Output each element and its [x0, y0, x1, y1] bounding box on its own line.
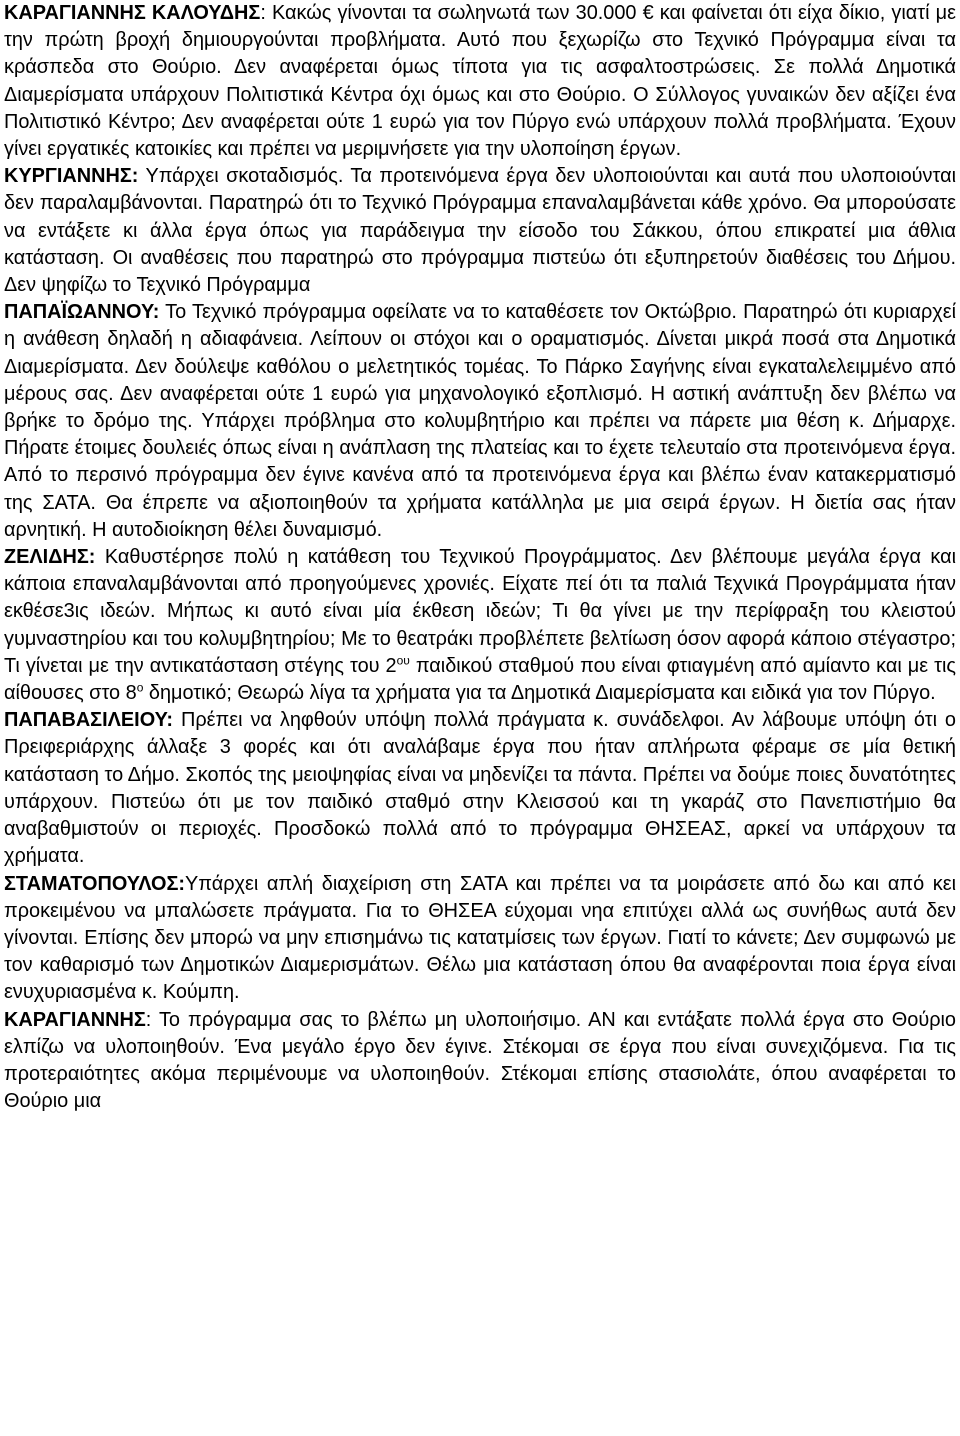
speech-paragraph [4, 299, 956, 544]
speech-paragraph [4, 544, 956, 707]
speech-text: Πρέπει να ληφθούν υπόψη πολλά πράγματα κ. συνάδελφοι. Αν λάβουμε υπόψη ότι ο Πρειφεριάρχης άλλαξε 3 φορές και ότι αναλάβαμε έργα που ήταν απλήρωτα φέραμε σε μία θετική κατάσταση το Δήμο. Σκοπός της μειοψηφίας είναι να μηδενίζει τα πάντα. Πρέπει να δούμε ποιες δυνατότητες υπάρχουν. Πιστεύω ότι με τον παιδικό σταθμό στην Κλεισσού και τη γκαράζ στο Πανεπιστήμιο θα αναβαθμιστούν οι περιοχές. Προσδοκώ πολλά από το πρόγραμμα ΘΗΣΕΑΣ, αρκεί να υπάρχουν τα χρήματα. [4, 709, 956, 868]
speech-text: παιδικού σταθμού που είναι φτιαγμένη από αμίαντο και με τις αίθουσες στο 8 [4, 654, 956, 705]
speaker-name: ΠΑΠΑΪΩΑΝΝΟΥ: [4, 301, 160, 324]
speech-text: Καθυστέρησε πολύ η κατάθεση του Τεχνικού Προγράμματος. Δεν βλέπουμε μεγάλα έργα και κάποια επαναλαμβάνονται από προηγούμενες χρονιές. Είχατε πεί ότι τα παλιά Τεχνικά Προγράμματα ήταν εκθέσε3ις ιδεών. Μήπως κι αυτό είναι μία έκθεση ιδεών; Τι θα γίνει με την περίφραξη του κλειστού γυμναστηρίου και του κολυμβητηρίου; Με το θεατράκι προβλέπετε βελτίωση όσον αφορά κάποιο στέγαστρο; Τι γίνεται με την αντικατάσταση στέγης του 2 [4, 546, 956, 677]
speaker-name: ΚΥΡΓΙΑΝΝΗΣ: [4, 165, 139, 188]
speech-paragraph [4, 871, 956, 1007]
speaker-name: ΚΑΡΑΓΙΑΝΝΗΣ ΚΑΛΟΥΔΗΣ [4, 2, 261, 24]
speaker-separator: : [145, 1008, 159, 1031]
speech-text: δημοτικό; Θεωρώ λίγα τα χρήματα για τα Δημοτικά Διαμερίσματα και ειδικά για τον Πύργο. [143, 682, 936, 705]
speech-paragraph [4, 1007, 956, 1116]
speaker-name: ΚΑΡΑΓΙΑΝΝΗΣ [4, 1008, 146, 1031]
speech-text: Το Τεχνικό πρόγραμμα οφείλατε να το καταθέσετε τον Οκτώβριο. Παρατηρώ ότι κυριαρχεί η ανάθεση δηλαδή η αδιαφάνεια. Λείπουν οι στόχοι και ο οραματισμός. Δίνεται μικρά ποσά στα Δημοτικά Διαμερίσματα. Δεν δούλεψε καθόλου ο μελετητικός τομέας. Το Πάρκο Σαγήνης είναι εγκαταλελειμμένο από μέρους σας. Δεν αναφέρεται ούτε 1 ευρώ για μηχανολογικό εξοπλισμό. Η αστική ανάπτυξη δεν βλέπω να βρήκε το δρόμο της. Υπάρχει πρόβλημα στο κολυμβητήριο και πρέπει να πάρετε μια θέση κ. Δήμαρχε. Πήρατε έτοιμες δουλειές όπως είναι η ανάπλαση της πλατείας και το έχετε τελευταίο στα προτεινόμενα έργα. Από το περσινό πρόγραμμα δεν έγινε κανένα από τα προτεινόμενα έργα και βλέπω έναν κατακερματισμό της ΣΑΤΑ. Θα έπρεπε να αξιοποιηθούν τα χρήματα κατάλληλα με μια σειρά έργων. Η διετία σας ήταν αρνητική. Η αυτοδιοίκηση θέλει δυναμισμό. [4, 301, 957, 541]
speaker-separator: : [260, 2, 272, 24]
ordinal-superscript: ου [396, 653, 410, 668]
speech-paragraph [4, 0, 956, 163]
speaker-name: ΠΑΠΑΒΑΣΙΛΕΙΟΥ: [4, 709, 174, 732]
speech-text: Υπάρχει σκοταδισμός. Τα προτεινόμενα έργα δεν υλοποιούνται και αυτά που υλοποιούνται δεν παραλαμβάνονται. Παρατηρώ ότι το Τεχνικό Πρόγραμμα επαναλαμβάνεται κάθε χρόνο. Θα μπορούσατε να εντάξετε κι άλλα έργα όπως για παράδειγμα την είσοδο του Σάκκου, όπου επικρατεί μια άθλια κατάσταση. Οι αναθέσεις που παρατηρώ στο πρόγραμμα πιστεύω ότι εξυπηρετούν διαθέσεις του Δήμου. Δεν ψηφίζω το Τεχνικό Πρόγραμμα [4, 165, 956, 297]
speaker-name: ΣΤΑΜΑΤΟΠΟΥΛΟΣ: [4, 872, 186, 895]
speaker-separator [173, 709, 181, 731]
speech-text: Κακώς γίνονται τα σωληνωτά των 30.000 € και φαίνεται ότι είχα δίκιο, γιατί με την πρώτη βροχή δημιουργούνται προβλήματα. Αυτό που ξεχωρίζω στο Τεχνικό Πρόγραμμα είναι τα κράσπεδα στο Θούριο. Δεν αναφέρεται όμως τίποτα για τις ασφαλτοστρώσεις. Σε πολλά Δημοτικά Διαμερίσματα υπάρχουν Πολιτιστικά Κέντρα όχι όμως και στο Θούριο. Ο Σύλλογος γυναικών δεν αξίζει ένα Πολιτιστικό Κέντρο; Δεν αναφέρεται ούτε 1 ευρώ για τον Πύργο ενώ υπάρχουν πολλά προβλήματα. Έχουν γίνει εργατικές κατοικίες και πρέπει να μεριμνήσετε για την υλοποίηση έργων. [4, 2, 956, 161]
speech-paragraph [4, 707, 956, 870]
speaker-name: ΖΕΛΙΔΗΣ: [4, 546, 96, 569]
speech-paragraph [4, 163, 956, 299]
ordinal-superscript: ο [136, 680, 144, 695]
speech-text: Υπάρχει απλή διαχείριση στη ΣΑΤΑ και πρέπει να τα μοιράσετε από δω και από κει προκειμένου να μπαλώσετε πράγματα. Για το ΘΗΣΕΑ εύχομαι νηα επιτύχει αλλά ως συνήθως αυτά δεν γίνονται. Επίσης δεν μπορώ να μην επισημάνω τις κατατμίσεις των έργων. Γιατί το κάνετε; Δεν συμφωνώ με τον καθαρισμό των Δημοτικών Διαμερισμάτων. Θέλω μια κατάσταση όπου θα αναφέρονται ποια έργα είναι ενυχυριασμένα κ. Κούμπη. [4, 872, 956, 1004]
speech-text: Το πρόγραμμα σας το βλέπω μη υλοποιήσιμο. ΑΝ και εντάξατε πολλά έργα στο Θούριο ελπίζω να υλοποιηθούν. Ένα μεγάλο έργο δεν έγινε. Στέκομαι σε έργα που είναι συνεχιζόμενα. Για τις προτεραιότητες ακόμα περιμένουμε να υλοποιηθούν. Στέκομαι επίσης στασιολάτε, όπου αναφέρεται το Θούριο μια [4, 1008, 956, 1113]
speaker-separator [95, 546, 104, 568]
